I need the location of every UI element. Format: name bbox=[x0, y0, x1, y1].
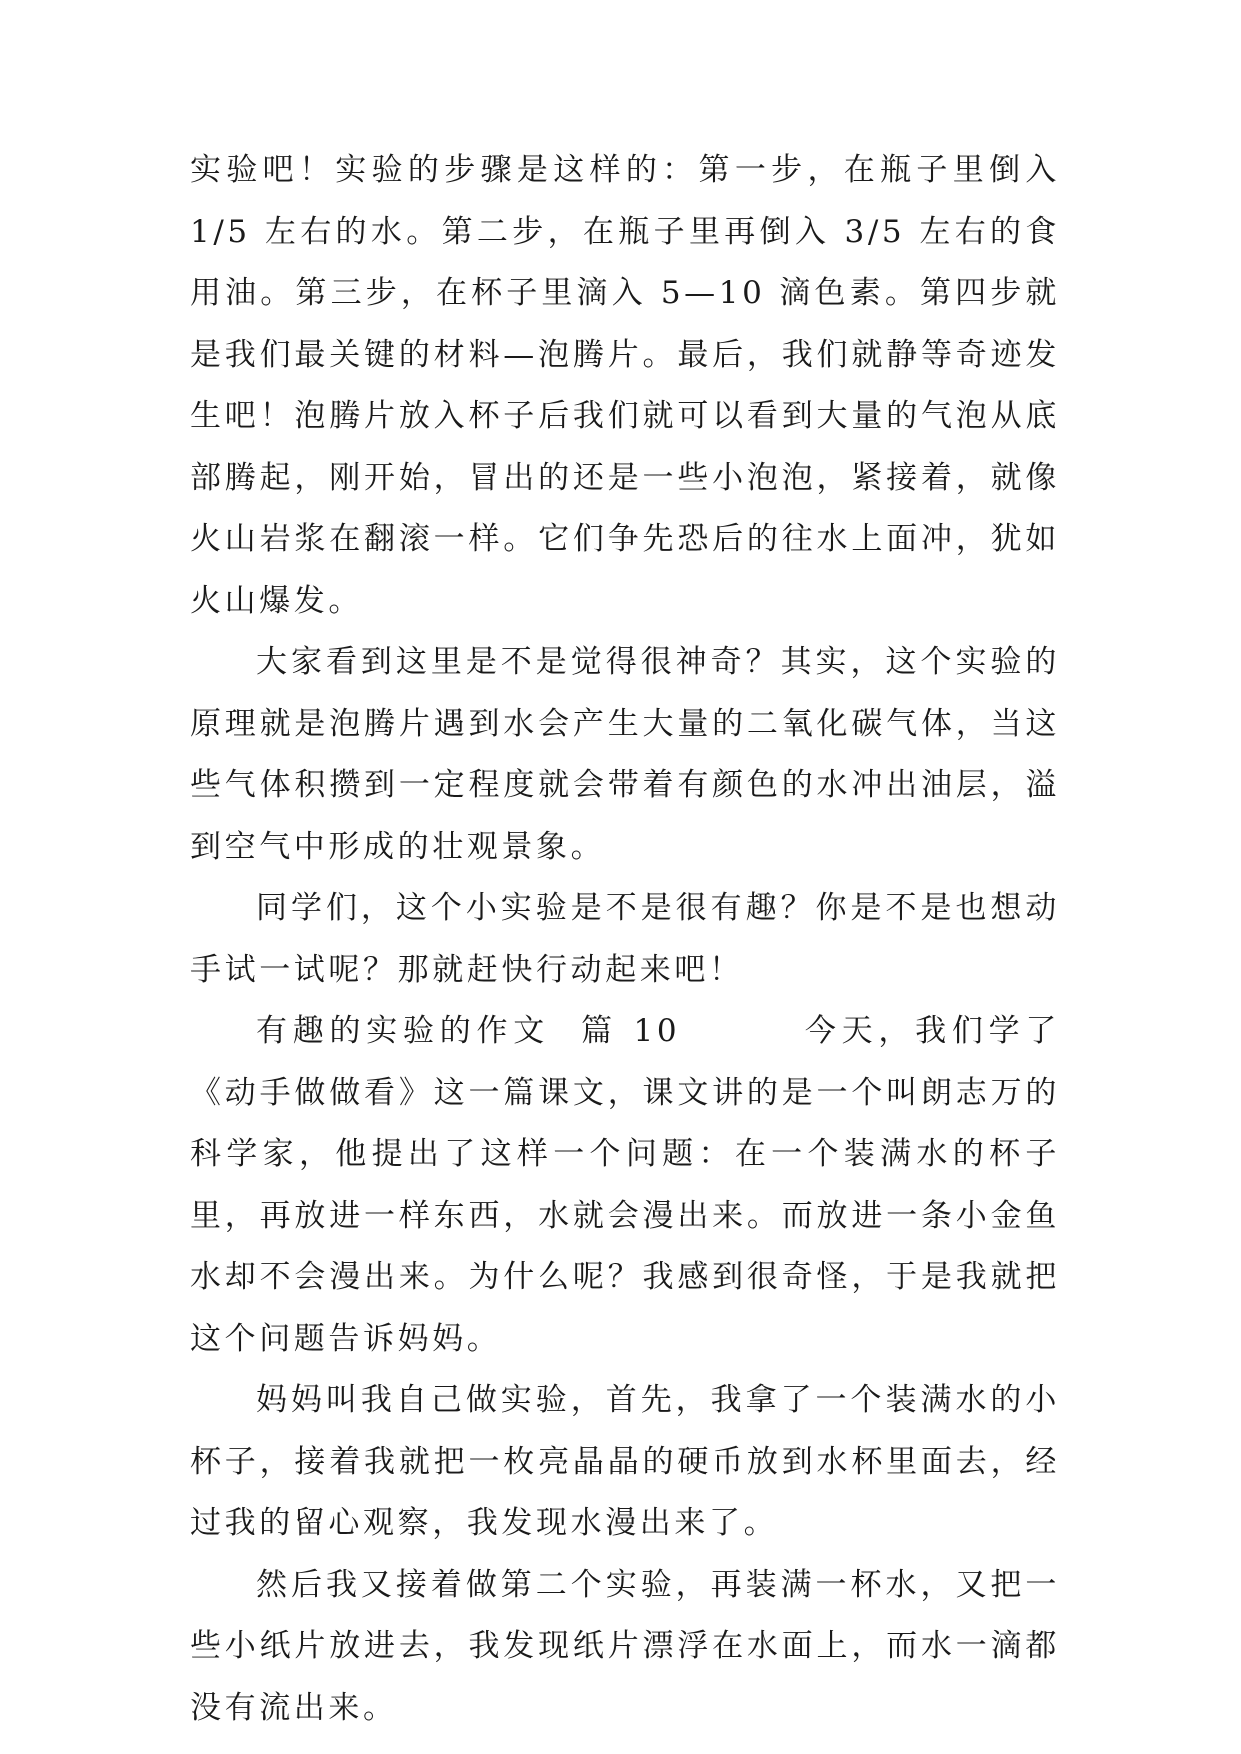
paragraph-essay-10-intro: 有趣的实验的作文 篇 10 今天，我们学了《动手做做看》这一篇课文，课文讲的是一个叫朗志万的科学家，他提出了这样一个问题：在一个装满水的杯子里，再放进一样东西，水就会漫出来。而放进一条小金鱼水却不会漫出来。为什么呢？我感到很奇怪，于是我就把这个问题告诉妈妈。 bbox=[190, 1013, 1060, 1357]
paragraph-first-experiment: 妈妈叫我自己做实验，首先，我拿了一个装满水的小杯子，接着我就把一枚亮晶晶的硬币放到水杯里面去，经过我的留心观察，我发现水漫出来了。 bbox=[190, 1382, 1060, 1541]
paragraph-invitation: 同学们，这个小实验是不是很有趣？你是不是也想动手试一试呢？那就赶快行动起来吧！ bbox=[190, 890, 1060, 988]
paragraph-second-experiment: 然后我又接着做第二个实验，再装满一杯水，又把一些小纸片放进去，我发现纸片漂浮在水面上，而水一滴都没有流出来。 bbox=[190, 1566, 1060, 1726]
paragraph-experiment-steps: 实验吧！实验的步骤是这样的：第一步，在瓶子里倒入 1/5 左右的水。第二步，在瓶子里再倒入 3/5 左右的食用油。第三步，在杯子里滴入 5—10 滴色素。第四步就是我们最关键的材料—泡腾片。最后，我们就静等奇迹发生吧！泡腾片放入杯子后我们就可以看到大量的气泡从底部腾起，刚开始，冒出的还是一些小泡泡，紧接着，就像火山岩浆在翻滚一样。它们争先恐后的往水上面冲，犹如火山爆发。 bbox=[190, 152, 1060, 619]
paragraph-principle: 大家看到这里是不是觉得很神奇？其实，这个实验的原理就是泡腾片遇到水会产生大量的二氧化碳气体，当这些气体积攒到一定程度就会带着有颜色的水冲出油层，溢到空气中形成的壮观景象。 bbox=[190, 644, 1060, 865]
document-page bbox=[190, 140, 1060, 1739]
